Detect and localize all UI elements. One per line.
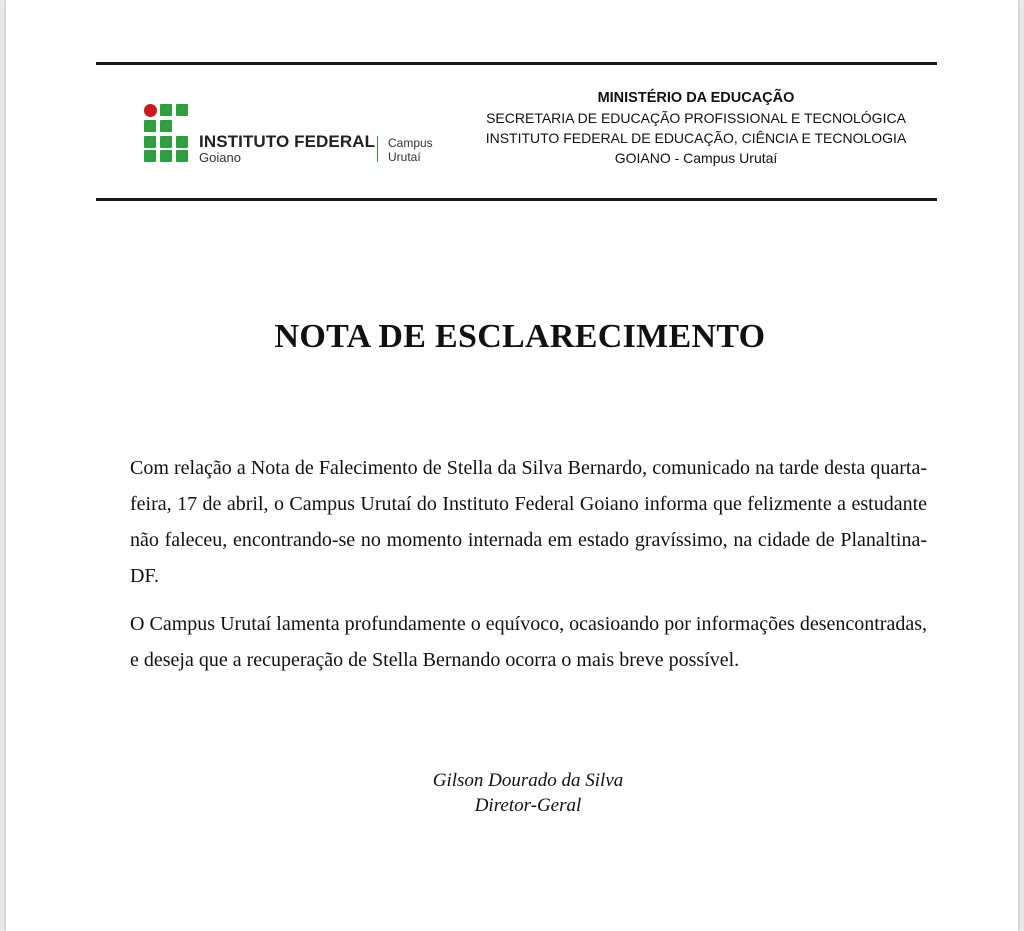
logo-separator [377,136,378,162]
logo-grid-icon [144,104,188,164]
secretariat-line: SECRETARIA DE EDUCAÇÃO PROFISSIONAL E TECNOLÓGICA [486,110,906,126]
ministry-line: MINISTÉRIO DA EDUCAÇÃO [597,90,795,106]
institute-logo [144,104,444,168]
signature-name: Gilson Dourado da Silva [432,770,624,791]
institution-header [476,88,916,168]
header-top-rule [96,62,937,65]
body-paragraph-2: O Campus Urutaí lamenta profundamente o equívoco, ocasioando por informações desencontradas, e deseja que a recuperação de Stella Bernando ocorra o mais breve possível. [130,613,927,671]
logo-campus [388,136,433,164]
signature-block [378,768,678,818]
document-title: NOTA DE ESCLARECIMENTO [274,318,766,355]
body-paragraph-1: Com relação a Nota de Falecimento de Stella da Silva Bernardo, comunicado na tarde desta quarta-feira, 17 de abril, o Campus Urutaí do Instituto Federal Goiano informa que felizmente a estudante não faleceu, encontrando-se no momento internada em estado gravíssimo, na cidade de Planaltina-DF. [130,457,927,587]
institute-line: INSTITUTO FEDERAL DE EDUCAÇÃO, CIÊNCIA E TECNOLOGIA [485,130,907,146]
campus-line: GOIANO - Campus Urutaí [614,150,778,166]
logo-title: INSTITUTO FEDERAL [199,132,376,151]
logo-subtitle: Goiano [199,150,241,165]
signature-role: Diretor-Geral [474,795,582,816]
logo-campus-line1: Campus [388,136,433,150]
header-bottom-rule [96,198,937,201]
logo-red-dot [144,104,157,117]
document-body [130,450,927,690]
document-page [6,0,1018,931]
logo-campus-line2: Urutaí [388,150,421,164]
